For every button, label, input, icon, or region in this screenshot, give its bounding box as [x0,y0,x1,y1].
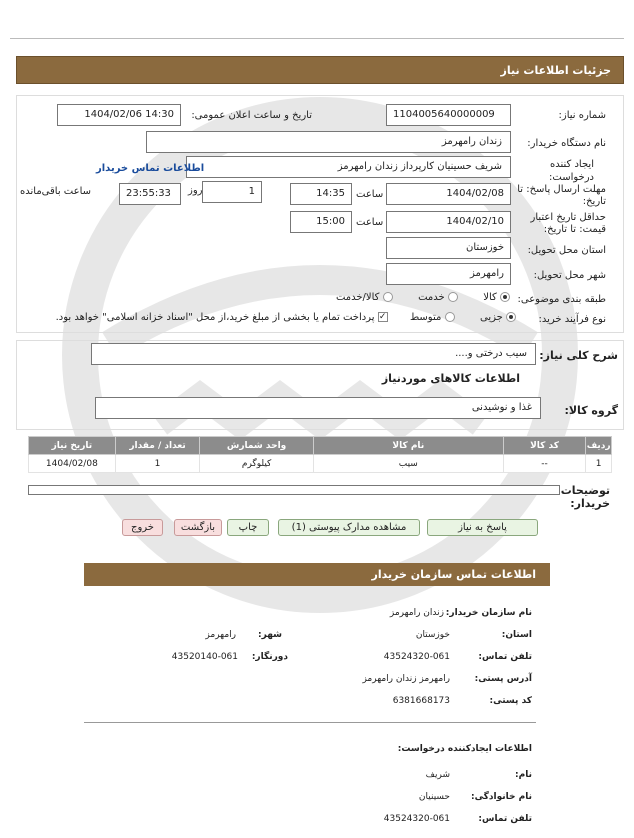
contact-org: زندان رامهرمز [389,608,444,618]
remaining-time-field: 23:55:33 [119,183,181,205]
goods-group-label: گروه کالا: [564,404,618,417]
contact-phone-label: تلفن تماس: [478,652,532,662]
creator-family-label: نام خانوادگی: [470,792,532,802]
creator-name-label: نام: [515,770,532,780]
page-title: جزئیات اطلاعات نیاز [500,64,611,77]
contact-province: خوزستان [415,630,450,640]
announce-label: تاریخ و ساعت اعلان عمومی: [191,110,312,121]
col-unit: واحد شمارش [200,437,314,455]
need-number-field: 1104005640000009 [386,104,511,126]
creator-phone: 43524320-061 [383,814,450,824]
contact-postal-label: کد پستی: [489,696,532,706]
radio-minor[interactable]: جزیی [480,312,516,323]
creator-info [100,738,532,838]
creator-name: شریف [425,770,450,780]
city-label: شهر محل تحویل: [533,270,606,281]
buyer-org-label: نام دستگاه خریدار: [527,138,606,149]
contact-city-label: شهر: [258,630,282,640]
col-date: تاریخ نیاز [29,437,116,455]
days-remaining-field: 1 [202,181,262,203]
payment-note: پرداخت تمام یا بخشی از مبلغ خرید،از محل "اسناد خزانه اسلامی" خواهد بود. [55,312,375,323]
top-divider [10,38,624,39]
radio-service[interactable]: خدمت [418,292,458,303]
reply-button[interactable]: پاسخ به نیاز [427,519,538,536]
attachments-button[interactable]: مشاهده مدارک پیوستی (1) [278,519,420,536]
category-options [336,292,510,303]
deadline-time-label: ساعت [356,189,384,200]
contact-divider [84,722,536,723]
buyer-contact-link[interactable]: اطلاعات تماس خریدار [96,163,205,174]
city-field: رامهرمز [386,263,511,285]
radio-goods[interactable]: کالا [483,292,510,303]
contact-province-label: استان: [501,630,532,640]
contact-org-label: نام سازمان خریدار: [445,608,532,618]
contact-address: رامهرمز زندان رامهرمز [362,674,450,684]
goods-info-title: اطلاعات کالاهای موردنیاز [381,372,520,385]
contact-info [100,600,532,740]
contact-title: اطلاعات تماس سازمان خریدار [371,568,536,581]
creator-field: شریف حسینیان کارپرداز زندان رامهرمز [186,156,511,178]
creator-label: ایجاد کننده درخواست: [549,159,594,183]
general-desc-field: سیب درختی و.... [91,343,536,365]
col-qty: تعداد / مقدار [115,437,200,455]
announce-field: 1404/02/06 14:30 [57,104,181,126]
radio-medium[interactable]: متوسط [410,312,455,323]
col-code: کد کالا [503,437,586,455]
items-table-header [29,437,612,455]
category-label: طبقه بندی موضوعی: [517,294,606,305]
col-name: نام کالا [313,437,503,455]
buyer-org-field: زندان رامهرمز [146,131,511,153]
validity-time-field: 15:00 [290,211,352,233]
purchase-options [56,312,516,323]
buyer-notes-field [28,485,560,495]
table-row: 1 -- سیب کیلوگرم 1 1404/02/08 [29,455,612,473]
creator-phone-label: تلفن تماس: [478,814,532,824]
deadline-time-field: 14:35 [290,183,352,205]
remaining-label: ساعت باقی‌مانده [20,186,92,197]
contact-header [84,563,550,586]
contact-city: رامهرمز [205,630,236,640]
contact-fax: 43520140-061 [171,652,238,662]
items-table [28,436,612,473]
general-desc-label: شرح کلی نیاز: [539,349,618,362]
buyer-notes-label: توضیحات خریدار: [560,484,610,510]
province-field: خوزستان [386,237,511,259]
exit-button[interactable]: خروج [122,519,163,536]
print-button[interactable]: چاپ [227,519,269,536]
contact-address-label: آدرس پستی: [474,674,532,684]
contact-phone: 43524320-061 [383,652,450,662]
col-row: ردیف [586,437,612,455]
creator-family: حسینیان [418,792,450,802]
province-label: استان محل تحویل: [527,245,606,256]
back-button[interactable]: بازگشت [174,519,222,536]
purchase-type-label: نوع فرآیند خرید: [538,314,606,325]
need-number-label: شماره نیاز: [558,110,606,121]
deadline-label: مهلت ارسال پاسخ: تا تاریخ: [517,184,606,207]
validity-label: حداقل تاریخ اعتبار قیمت: تا تاریخ: [530,212,606,235]
contact-postal: 6381668173 [392,696,450,706]
radio-goods-service[interactable]: کالا/خدمت [336,292,393,303]
day-label: روز [188,185,203,196]
page-header [16,56,624,84]
deadline-date-field: 1404/02/08 [386,183,511,205]
validity-time-label: ساعت [356,217,384,228]
goods-group-field: غذا و نوشیدنی [95,397,541,419]
validity-date-field: 1404/02/10 [386,211,511,233]
creator-info-title: اطلاعات ایجادکننده درخواست: [397,744,532,754]
treasury-checkbox[interactable]: ✓ [378,312,387,322]
contact-fax-label: دورنگار: [251,652,288,662]
